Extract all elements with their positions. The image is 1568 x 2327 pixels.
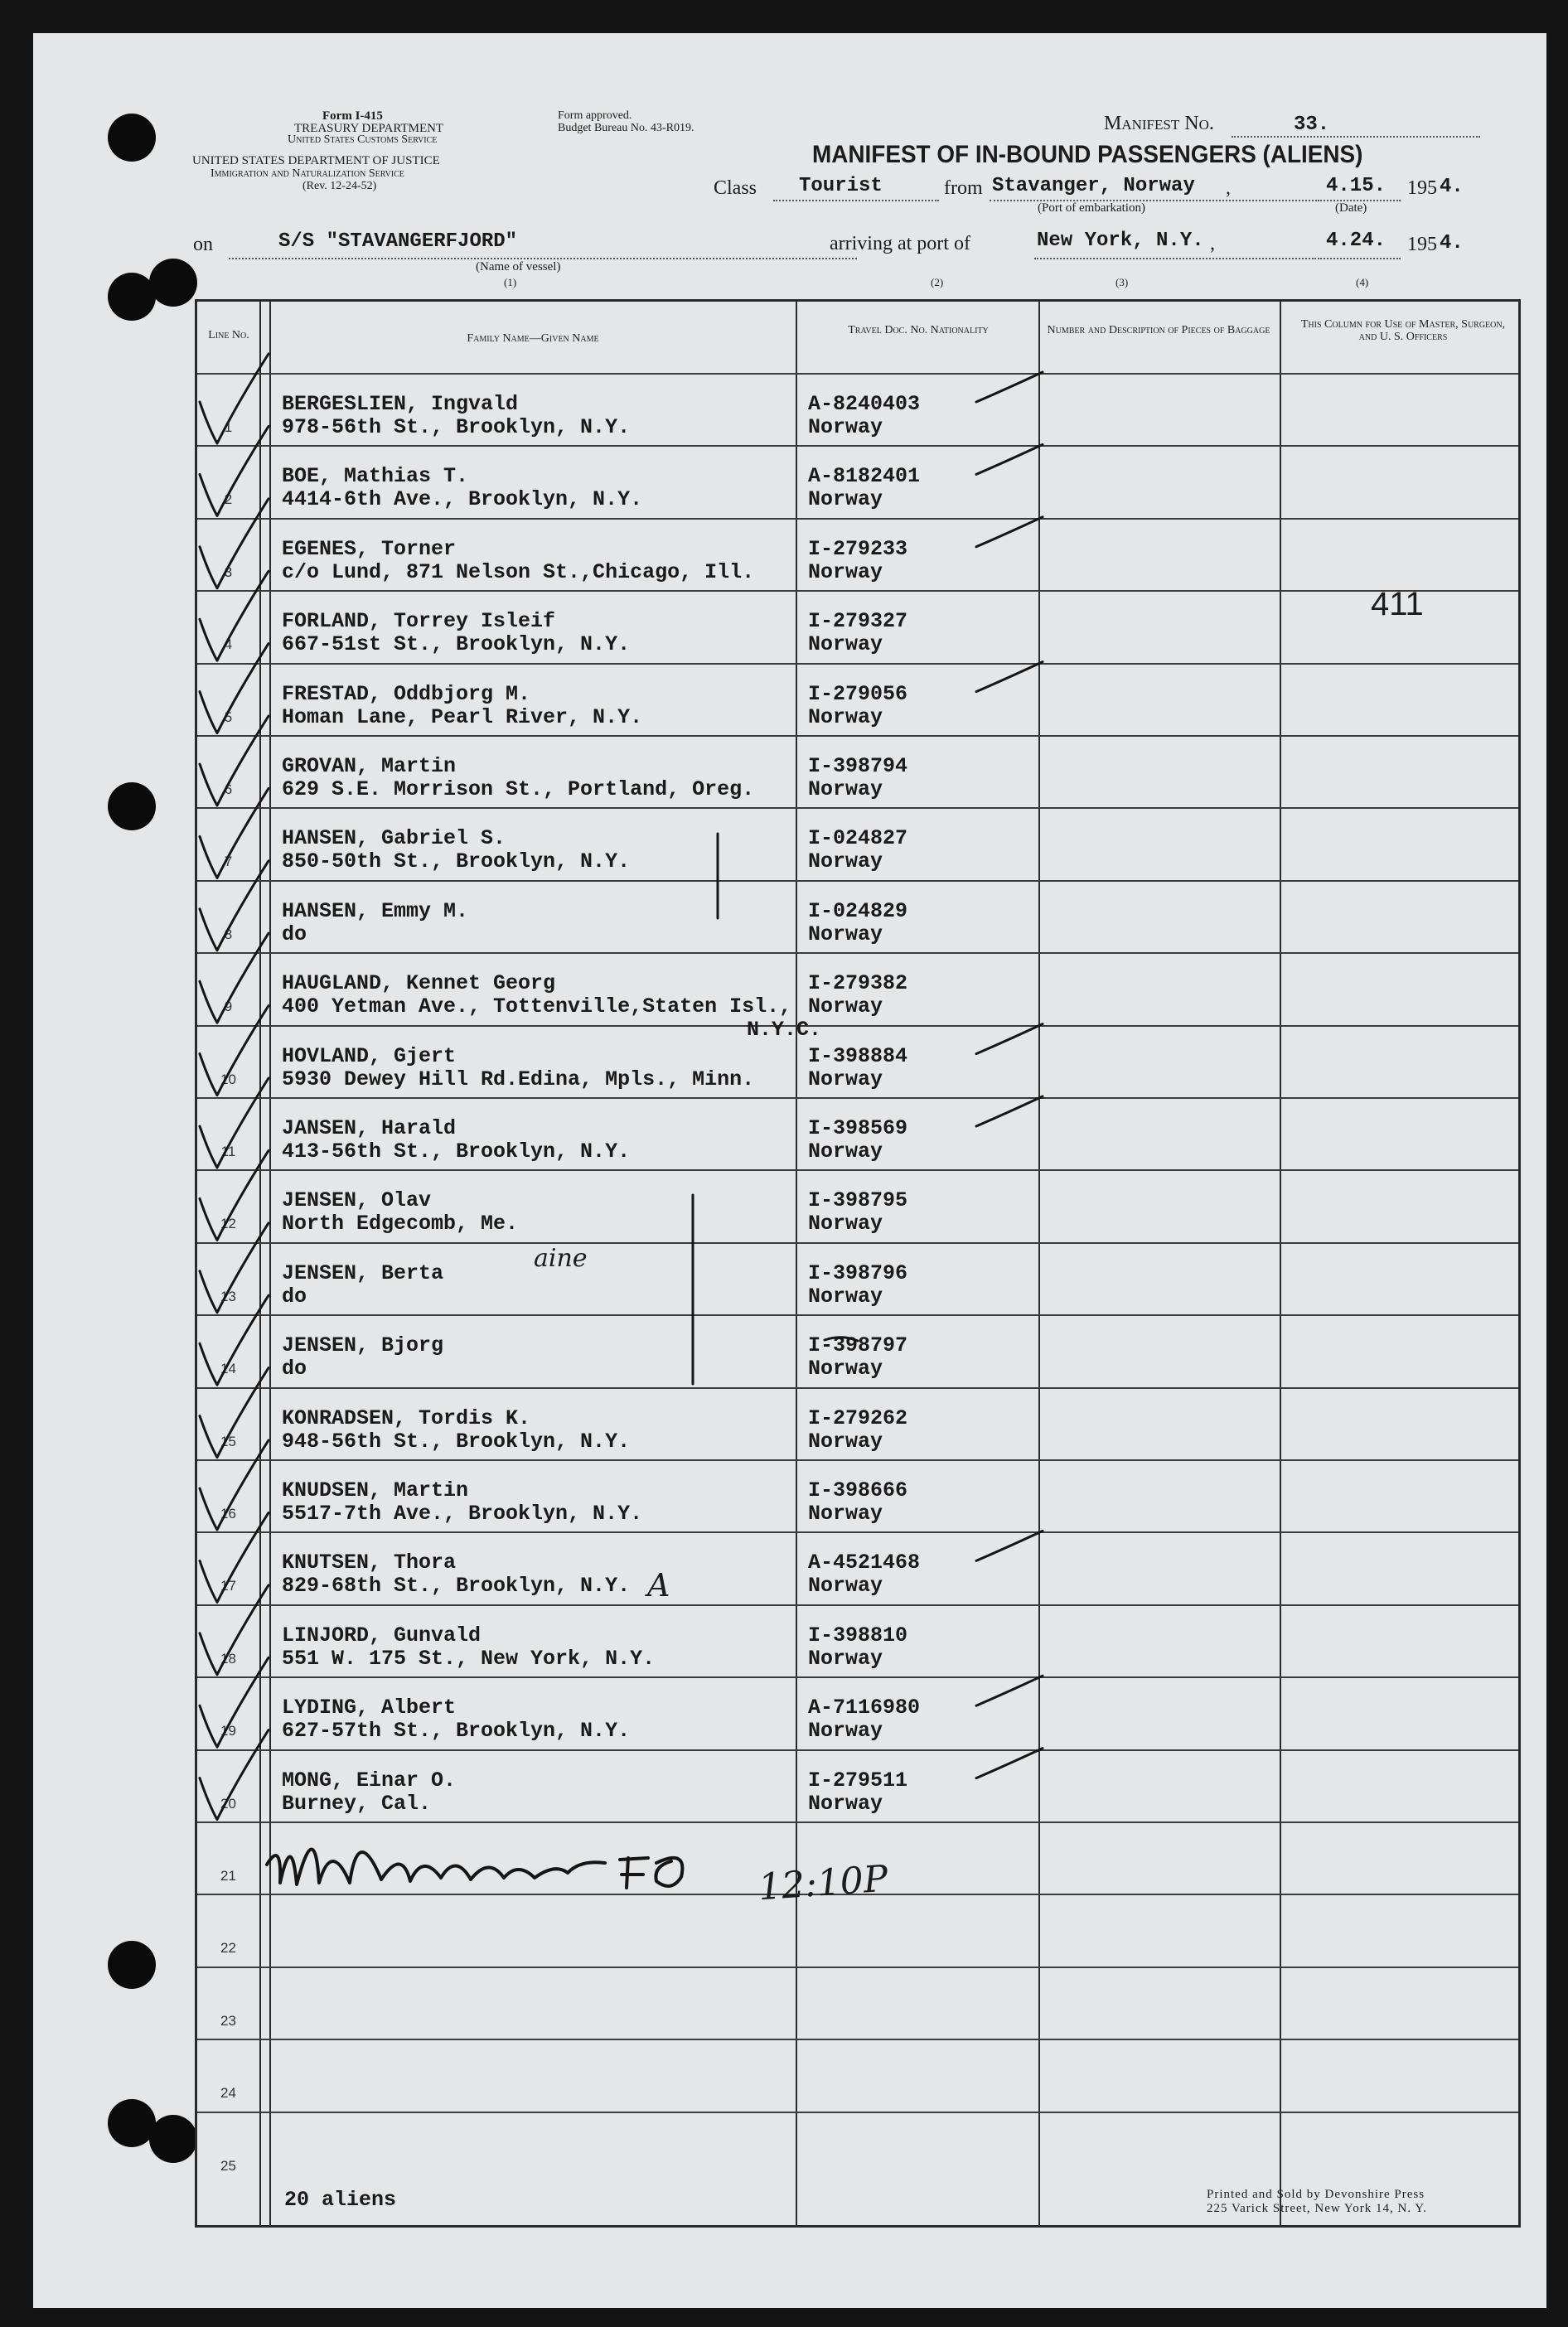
passenger-address: Burney, Cal. [282, 1791, 432, 1816]
from-value: Stavanger, Norway [992, 175, 1195, 197]
arrival-year-prefix: 195 [1407, 234, 1437, 255]
date-caption: (Date) [1335, 201, 1367, 215]
row-divider [197, 1459, 1518, 1461]
row-divider [197, 735, 1518, 737]
row-divider [197, 807, 1518, 809]
passenger-name: KNUTSEN, Thora [282, 1551, 457, 1575]
passenger-address: 551 W. 175 St., New York, N.Y. [282, 1646, 656, 1671]
vessel-line [229, 258, 857, 259]
vessel-caption: (Name of vessel) [476, 260, 561, 273]
arrival-date-line [1318, 258, 1401, 259]
passenger-name: JENSEN, Berta [282, 1260, 444, 1285]
travel-doc-number: I-398797 [808, 1333, 908, 1358]
passenger-address: 627-57th St., Brooklyn, N.Y. [282, 1719, 631, 1744]
line-number: 16 [220, 1506, 236, 1522]
passenger-name: LINJORD, Gunvald [282, 1623, 482, 1647]
passenger-address: 850-50th St., Brooklyn, N.Y. [282, 849, 631, 874]
row-divider [197, 952, 1518, 954]
form-revision: (Rev. 12-24-52) [302, 180, 377, 192]
line-number: 13 [220, 1288, 236, 1304]
manifest-no-label: Manifest No. [1104, 113, 1214, 134]
passenger-table [195, 299, 1521, 2228]
line-number: 2 [224, 491, 233, 508]
row-divider [197, 445, 1518, 447]
row-divider [197, 880, 1518, 882]
row-divider [197, 1749, 1518, 1751]
form-approved: Form approved. [558, 109, 632, 122]
nationality: Norway [808, 1357, 883, 1381]
embark-date: 4.15. [1326, 175, 1387, 197]
port-embark-caption: (Port of embarkation) [1038, 201, 1145, 215]
nationality: Norway [808, 632, 883, 657]
row-divider [197, 1097, 1518, 1099]
embark-year-suffix: 4. [1440, 176, 1464, 198]
travel-doc-number: I-398810 [808, 1623, 908, 1647]
passenger-address: do [282, 922, 307, 946]
officer-note: 411 [1371, 586, 1424, 622]
dept-justice: UNITED STATES DEPARTMENT OF JUSTICE [192, 154, 440, 167]
nationality: Norway [808, 1719, 883, 1744]
line-number: 22 [220, 1940, 236, 1957]
signature-time: 12:10P [757, 1857, 889, 1909]
passenger-address: 4414-6th Ave., Brooklyn, N.Y. [282, 487, 643, 512]
passenger-name: BERGESLIEN, Ingvald [282, 392, 519, 416]
nationality: Norway [808, 1502, 883, 1526]
nationality: Norway [808, 1646, 883, 1671]
form-number: Form I-415 [322, 109, 383, 123]
nationality: Norway [808, 849, 883, 874]
passenger-name: LYDING, Albert [282, 1696, 457, 1720]
row-divider [197, 590, 1518, 592]
line-number: 9 [224, 999, 233, 1015]
row-divider [197, 1604, 1518, 1606]
arrival-year-suffix: 4. [1440, 232, 1464, 254]
travel-doc-number: I-398884 [808, 1043, 908, 1068]
vessel-name: S/S "STAVANGERFJORD" [278, 230, 518, 253]
passenger-address: 948-56th St., Brooklyn, N.Y. [282, 1429, 631, 1454]
line-number: 17 [220, 1578, 236, 1594]
passenger-address: 413-56th St., Brooklyn, N.Y. [282, 1139, 631, 1164]
line-number: 11 [220, 1144, 236, 1159]
row-divider [197, 1169, 1518, 1171]
passenger-name: EGENES, Torner [282, 536, 457, 561]
passenger-name: KONRADSEN, Tordis K. [282, 1405, 531, 1430]
row-divider [197, 2112, 1518, 2113]
line-number: 6 [224, 781, 233, 797]
line-number: 1 [224, 419, 233, 435]
passenger-address: North Edgecomb, Me. [282, 1212, 519, 1236]
arrival-port: New York, N.Y. [1037, 230, 1204, 252]
travel-doc-number: A-4521468 [808, 1551, 921, 1575]
punch-hole [149, 2115, 197, 2163]
passenger-name: JANSEN, Harald [282, 1116, 457, 1140]
line-number: 15 [220, 1433, 236, 1449]
header-name: Family Name—Given Name [467, 332, 599, 345]
travel-doc-number: I-279327 [808, 609, 908, 634]
nationality: Norway [808, 1791, 883, 1816]
col4-caption: (4) [1356, 276, 1369, 288]
line-number: 14 [220, 1361, 236, 1377]
row-divider [197, 1387, 1518, 1389]
nationality: Norway [808, 1284, 883, 1309]
line-number: 23 [220, 2012, 236, 2029]
passenger-name: FRESTAD, Oddbjorg M. [282, 681, 531, 706]
passenger-name: JENSEN, Bjorg [282, 1333, 444, 1358]
passenger-address: 5930 Dewey Hill Rd.Edina, Mpls., Minn. [282, 1067, 755, 1091]
handwritten-note: aine [534, 1244, 588, 1273]
nationality: Norway [808, 415, 883, 439]
nationality: Norway [808, 1574, 883, 1599]
travel-doc-number: I-398569 [808, 1116, 908, 1140]
col1-caption: (1) [504, 276, 517, 288]
printer-line2: 225 Varick Street, New York 14, N. Y. [1207, 2202, 1427, 2215]
punch-hole [108, 114, 156, 162]
passenger-address-cont: N.Y.C. [747, 1018, 822, 1043]
row-divider [197, 1531, 1518, 1533]
arrival-port-line [1034, 258, 1316, 259]
passenger-address: 629 S.E. Morrison St., Portland, Oreg. [282, 777, 755, 801]
line-number: 10 [220, 1071, 236, 1087]
row-divider [197, 518, 1518, 520]
travel-doc-number: I-398795 [808, 1188, 908, 1213]
nationality: Norway [808, 994, 883, 1019]
manifest-no-value: 33. [1294, 114, 1330, 136]
punch-hole [108, 782, 156, 830]
from-label: from [944, 177, 983, 199]
travel-doc-number: A-8240403 [808, 392, 921, 416]
passenger-name: HANSEN, Gabriel S. [282, 826, 506, 851]
header-baggage: Number and Description of Pieces of Baggage [1047, 324, 1270, 336]
row-divider [197, 1821, 1518, 1823]
embark-year-prefix: 195 [1407, 177, 1437, 199]
passenger-name: JENSEN, Olav [282, 1188, 432, 1213]
manifest-page [33, 33, 1546, 2308]
passenger-address: c/o Lund, 871 Nelson St.,Chicago, Ill. [282, 559, 755, 584]
travel-doc-number: I-398796 [808, 1260, 908, 1285]
nationality: Norway [808, 559, 883, 584]
class-label: Class [714, 177, 757, 199]
nationality: Norway [808, 922, 883, 946]
nationality: Norway [808, 1212, 883, 1236]
printer-line1: Printed and Sold by Devonshire Press [1207, 2188, 1425, 2201]
header-officers: This Column for Use of Master, Surgeon, and U. S. Officers [1300, 318, 1506, 343]
line-number: 12 [220, 1216, 236, 1232]
col3-caption: (3) [1116, 276, 1129, 288]
passenger-address: 5517-7th Ave., Brooklyn, N.Y. [282, 1502, 643, 1526]
travel-doc-number: I-398666 [808, 1478, 908, 1502]
passenger-name: HAUGLAND, Kennet Georg [282, 971, 556, 996]
arrival-date: 4.24. [1326, 230, 1387, 252]
travel-doc-number: I-279382 [808, 971, 908, 996]
nationality: Norway [808, 777, 883, 801]
travel-doc-number: I-024827 [808, 826, 908, 851]
row-divider [197, 1676, 1518, 1678]
passenger-name: FORLAND, Torrey Isleif [282, 609, 556, 634]
passenger-address: 829-68th St., Brooklyn, N.Y. [282, 1574, 631, 1599]
line-number: 21 [220, 1868, 236, 1884]
nationality: Norway [808, 1067, 883, 1091]
punch-hole [149, 259, 197, 307]
col2-caption: (2) [931, 276, 944, 288]
passenger-address: Homan Lane, Pearl River, N.Y. [282, 704, 643, 729]
line-number: 4 [224, 636, 233, 653]
header-divider [197, 373, 1518, 375]
nationality: Norway [808, 487, 883, 512]
class-line [773, 200, 939, 201]
row-divider [197, 1314, 1518, 1316]
nationality: Norway [808, 1139, 883, 1164]
travel-doc-number: I-398794 [808, 754, 908, 778]
passenger-address: 400 Yetman Ave., Tottenville,Staten Isl., [282, 994, 792, 1019]
class-value: Tourist [799, 175, 883, 197]
passenger-name: GROVAN, Martin [282, 754, 457, 778]
arriving-label: arriving at port of [830, 233, 970, 254]
line-number: 8 [224, 926, 233, 942]
nationality: Norway [808, 1429, 883, 1454]
line-number: 25 [220, 2157, 236, 2174]
line-number: 24 [220, 2085, 236, 2102]
travel-doc-number: I-279233 [808, 536, 908, 561]
passenger-name: MONG, Einar O. [282, 1768, 457, 1792]
row-divider [197, 1025, 1518, 1027]
line-number: 20 [220, 1795, 236, 1812]
header-line-no: Line No. [208, 329, 249, 341]
passenger-address: do [282, 1357, 307, 1381]
header-travel-doc: Travel Doc. No. Nationality [848, 324, 989, 336]
manifest-no-line [1232, 136, 1480, 138]
budget-bureau: Budget Bureau No. 43-R019. [558, 122, 694, 134]
travel-doc-number: I-279262 [808, 1405, 908, 1430]
handwritten-initial: A [647, 1567, 670, 1604]
passenger-address: 978-56th St., Brooklyn, N.Y. [282, 415, 631, 439]
travel-doc-number: I-279511 [808, 1768, 908, 1792]
nationality: Norway [808, 704, 883, 729]
passenger-name: BOE, Mathias T. [282, 464, 469, 489]
travel-doc-number: I-024829 [808, 898, 908, 923]
manifest-title: MANIFEST OF IN-BOUND PASSENGERS (ALIENS) [812, 141, 1363, 168]
line-number: 5 [224, 709, 233, 725]
passenger-address: 667-51st St., Brooklyn, N.Y. [282, 632, 631, 657]
passenger-name: HANSEN, Emmy M. [282, 898, 469, 923]
travel-doc-number: A-7116980 [808, 1696, 921, 1720]
travel-doc-number: A-8182401 [808, 464, 921, 489]
row-divider [197, 1242, 1518, 1244]
on-label: on [193, 234, 213, 255]
arrival-comma: , [1210, 233, 1215, 254]
passenger-name: HOVLAND, Gjert [282, 1043, 457, 1068]
line-number: 18 [220, 1650, 236, 1667]
from-comma: , [1226, 177, 1231, 199]
row-divider [197, 663, 1518, 665]
total-aliens: 20 aliens [284, 2188, 397, 2212]
punch-hole [108, 1941, 156, 1989]
line-number: 19 [220, 1723, 236, 1739]
travel-doc-number: I-279056 [808, 681, 908, 706]
passenger-address: do [282, 1284, 307, 1309]
dept-ins: Immigration and Naturalization Service [211, 167, 404, 180]
line-number: 3 [224, 564, 233, 580]
dept-treasury: TREASURY DEPARTMENT [294, 122, 444, 135]
line-number: 7 [224, 854, 233, 870]
row-divider [197, 2039, 1518, 2040]
passenger-name: KNUDSEN, Martin [282, 1478, 469, 1502]
row-divider [197, 1967, 1518, 1968]
dept-customs: United States Customs Service [288, 133, 438, 146]
